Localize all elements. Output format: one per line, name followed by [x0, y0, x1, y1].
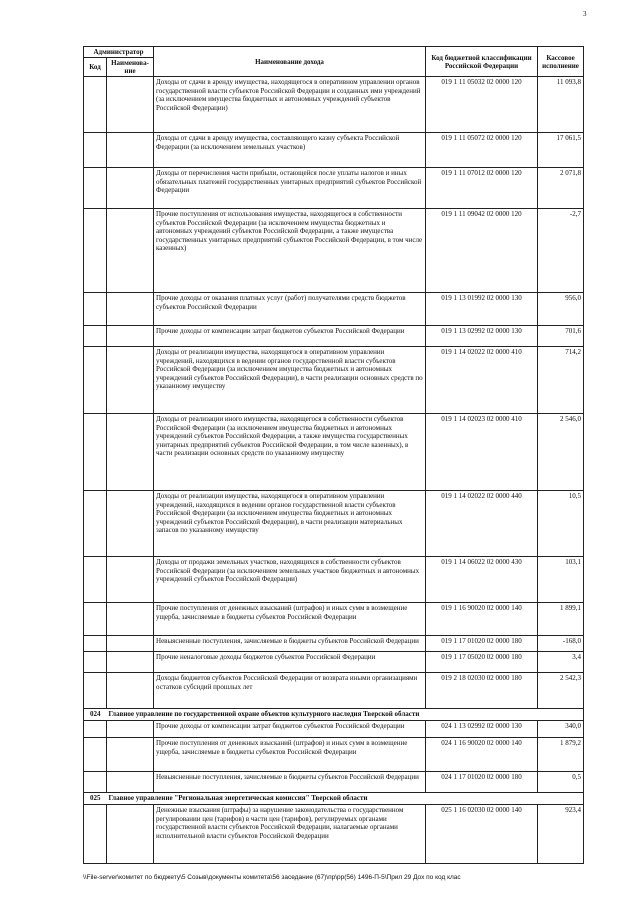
- kbk-cell: 019 1 16 90020 02 0000 140: [426, 603, 538, 636]
- amount-cell: 17 061,5: [538, 133, 584, 168]
- code-cell: [84, 673, 107, 709]
- code-cell: [84, 347, 107, 414]
- code-cell: [84, 557, 107, 603]
- table-row: [84, 347, 584, 414]
- income-name-cell: Прочие неналоговые доходы бюджетов субъектов Российской Федерации: [154, 652, 426, 673]
- table-row: [84, 133, 584, 168]
- code-cell: [84, 491, 107, 557]
- income-name-cell: Прочие доходы от компенсации затрат бюджетов субъектов Российской Федерации: [154, 326, 426, 347]
- admin-name-cell: [107, 293, 154, 326]
- amount-cell: 714,2: [538, 347, 584, 414]
- kbk-cell: 024 1 16 90020 02 0000 140: [426, 738, 538, 772]
- amount-cell: 10,5: [538, 491, 584, 557]
- admin-name-cell: [107, 738, 154, 772]
- income-name-cell: Доходы бюджетов субъектов Российской Федерации от возврата иными организациями остатков субсидий прошлых лет: [154, 673, 426, 709]
- kbk-cell: 019 2 18 02030 02 0000 180: [426, 673, 538, 709]
- amount-cell: 2 546,0: [538, 414, 584, 491]
- header-kbk: Код бюджетной классификации Российской Федерации: [426, 47, 538, 77]
- income-name-cell: Доходы от перечисления части прибыли, остающейся после уплаты налогов и иных обязательных платежей государственных унитарных предприятий субъектов Российской Федерации: [154, 168, 426, 209]
- table-body: [84, 77, 584, 864]
- amount-cell: 11 093,8: [538, 77, 584, 133]
- table-row: [84, 326, 584, 347]
- admin-name-cell: [107, 652, 154, 673]
- kbk-cell: 019 1 14 02023 02 0000 410: [426, 414, 538, 491]
- amount-cell: 2 071,8: [538, 168, 584, 209]
- code-cell: [84, 133, 107, 168]
- admin-name-cell: [107, 414, 154, 491]
- admin-name-cell: [107, 772, 154, 793]
- admin-name-cell: [107, 168, 154, 209]
- header-income-name: Наименование дохода: [154, 47, 426, 77]
- section-title: Главное управление "Региональная энергетическая комиссия" Тверской области: [107, 793, 584, 805]
- amount-cell: 340,0: [538, 721, 584, 738]
- kbk-cell: 019 1 13 02992 02 0000 130: [426, 326, 538, 347]
- file-path-footer: \\File-server\комитет по бюджету\5 Созыв\документы комитета\56 заседание (67)\пр\рр(56) 1496-П-5\Прил 29 Дох по код клас: [83, 874, 461, 881]
- table-row: [84, 557, 584, 603]
- table-row: [84, 738, 584, 772]
- section-title: Главное управление по государственной охране объектов культурного наследия Тверской области: [107, 709, 584, 721]
- income-name-cell: Невыясненные поступления, зачисляемые в бюджеты субъектов Российской Федерации: [154, 636, 426, 652]
- amount-cell: 701,6: [538, 326, 584, 347]
- kbk-cell: 024 1 17 01020 02 0000 180: [426, 772, 538, 793]
- income-name-cell: Прочие поступления от использования имущества, находящегося в собственности субъектов Российской Федерации (за исключением имущества бюджетных и автономных учреждений субъектов Российской Федерации, а также имущества государственных унитарных предприятий субъектов Российской Федерации, в том числе казенных): [154, 209, 426, 293]
- kbk-cell: 019 1 11 05032 02 0000 120: [426, 77, 538, 133]
- table-row: [84, 293, 584, 326]
- page-number: 3: [583, 10, 587, 18]
- kbk-cell: 019 1 17 05020 02 0000 180: [426, 652, 538, 673]
- admin-name-cell: [107, 326, 154, 347]
- table-row: [84, 491, 584, 557]
- kbk-cell: 024 1 13 02992 02 0000 130: [426, 721, 538, 738]
- code-cell: [84, 326, 107, 347]
- section-row: [84, 709, 584, 721]
- kbk-cell: 019 1 11 07012 02 0000 120: [426, 168, 538, 209]
- code-cell: [84, 772, 107, 793]
- amount-cell: -2,7: [538, 209, 584, 293]
- table-row: [84, 168, 584, 209]
- code-cell: [84, 636, 107, 652]
- code-cell: [84, 738, 107, 772]
- admin-name-cell: [107, 805, 154, 864]
- header-name-short: Наименова-ние: [107, 58, 154, 77]
- code-cell: [84, 721, 107, 738]
- income-name-cell: Прочие поступления от денежных взысканий (штрафов) и иных сумм в возмещение ущерба, зачисляемые в бюджеты субъектов Российской Федерации: [154, 738, 426, 772]
- header-administrator: Администратор: [84, 47, 154, 58]
- admin-name-cell: [107, 491, 154, 557]
- kbk-cell: 019 1 14 02022 02 0000 440: [426, 491, 538, 557]
- amount-cell: 0,5: [538, 772, 584, 793]
- code-cell: [84, 652, 107, 673]
- income-name-cell: Прочие поступления от денежных взысканий (штрафов) и иных сумм в возмещение ущерба, зачисляемые в бюджеты субъектов Российской Федерации: [154, 603, 426, 636]
- admin-name-cell: [107, 673, 154, 709]
- income-name-cell: Доходы от реализации имущества, находящегося в оперативном управлении учреждений, находящихся в ведении органов государственной власти субъектов Российской Федерации (за исключением имущества бюджетных и автономных учреждений субъектов Российской Федерации), в части реализации основных средств по указанному имуществу: [154, 347, 426, 414]
- income-name-cell: Доходы от продажи земельных участков, находящихся в собственности субъектов Российской Федерации (за исключением земельных участков бюджетных и автономных учреждений субъектов Российской Федерации): [154, 557, 426, 603]
- income-table: [83, 46, 584, 864]
- admin-name-cell: [107, 557, 154, 603]
- admin-name-cell: [107, 209, 154, 293]
- amount-cell: 3,4: [538, 652, 584, 673]
- section-code: 024: [84, 709, 107, 721]
- kbk-cell: 019 1 11 05072 02 0000 120: [426, 133, 538, 168]
- kbk-cell: 019 1 13 01992 02 0000 130: [426, 293, 538, 326]
- table-row: [84, 636, 584, 652]
- section-row: [84, 793, 584, 805]
- table-row: [84, 673, 584, 709]
- kbk-cell: 019 1 11 09042 02 0000 120: [426, 209, 538, 293]
- table-row: [84, 652, 584, 673]
- table-row: [84, 77, 584, 133]
- amount-cell: 1 879,2: [538, 738, 584, 772]
- admin-name-cell: [107, 347, 154, 414]
- income-name-cell: Денежные взыскания (штрафы) за нарушение законодательства о государственном регулировании цен (тарифов) в части цен (тарифов), регулируемых органами государственной власти субъектов Российской Федерации, налагаемые органами исполнительной власти субъектов Российской Федерации: [154, 805, 426, 864]
- section-code: 025: [84, 793, 107, 805]
- code-cell: [84, 77, 107, 133]
- kbk-cell: 025 1 16 02030 02 0000 140: [426, 805, 538, 864]
- table-row: [84, 805, 584, 864]
- table-row: [84, 414, 584, 491]
- amount-cell: 956,0: [538, 293, 584, 326]
- admin-name-cell: [107, 603, 154, 636]
- table-row: [84, 721, 584, 738]
- amount-cell: 103,1: [538, 557, 584, 603]
- amount-cell: 923,4: [538, 805, 584, 864]
- income-name-cell: Прочие доходы от оказания платных услуг (работ) получателями средств бюджетов субъектов Российской Федерации: [154, 293, 426, 326]
- income-name-cell: Невыясненные поступления, зачисляемые в бюджеты субъектов Российской Федерации: [154, 772, 426, 793]
- code-cell: [84, 603, 107, 636]
- code-cell: [84, 168, 107, 209]
- income-name-cell: Доходы от реализации имущества, находящегося в оперативном управлении учреждений, находящихся в ведении органов государственной власти субъектов Российской Федерации (за исключением имущества бюджетных и автономных учреждений субъектов Российской Федерации), в части реализации материальных запасов по указанному имуществу: [154, 491, 426, 557]
- code-cell: [84, 414, 107, 491]
- income-name-cell: Доходы от сдачи в аренду имущества, составляющего казну субъекта Российской Федерации (за исключением земельных участков): [154, 133, 426, 168]
- amount-cell: 1 899,1: [538, 603, 584, 636]
- admin-name-cell: [107, 721, 154, 738]
- admin-name-cell: [107, 636, 154, 652]
- admin-name-cell: [107, 133, 154, 168]
- admin-name-cell: [107, 77, 154, 133]
- code-cell: [84, 209, 107, 293]
- kbk-cell: 019 1 17 01020 02 0000 180: [426, 636, 538, 652]
- income-name-cell: Доходы от сдачи в аренду имущества, находящегося в оперативном управлении органов государственной власти субъектов Российской Федерации и созданных ими учреждений (за исключением имущества бюджетных и автономных учреждений субъектов Российской Федерации): [154, 77, 426, 133]
- table-row: [84, 603, 584, 636]
- amount-cell: -168,0: [538, 636, 584, 652]
- table-row: [84, 772, 584, 793]
- code-cell: [84, 805, 107, 864]
- header-cash: Кассовое исполнение: [538, 47, 584, 77]
- income-name-cell: Доходы от реализации иного имущества, находящегося в собственности субъектов Российской Федерации (за исключением имущества бюджетных и автономных учреждений субъектов Российской Федерации, а также имущества государственных унитарных предприятий субъектов Российской Федерации, в том числе казенных), в части реализации основных средств по указанному имуществу: [154, 414, 426, 491]
- kbk-cell: 019 1 14 06022 02 0000 430: [426, 557, 538, 603]
- table-row: [84, 209, 584, 293]
- header-code: Код: [84, 58, 107, 77]
- kbk-cell: 019 1 14 02022 02 0000 410: [426, 347, 538, 414]
- code-cell: [84, 293, 107, 326]
- income-name-cell: Прочие доходы от компенсации затрат бюджетов субъектов Российской Федерации: [154, 721, 426, 738]
- amount-cell: 2 542,3: [538, 673, 584, 709]
